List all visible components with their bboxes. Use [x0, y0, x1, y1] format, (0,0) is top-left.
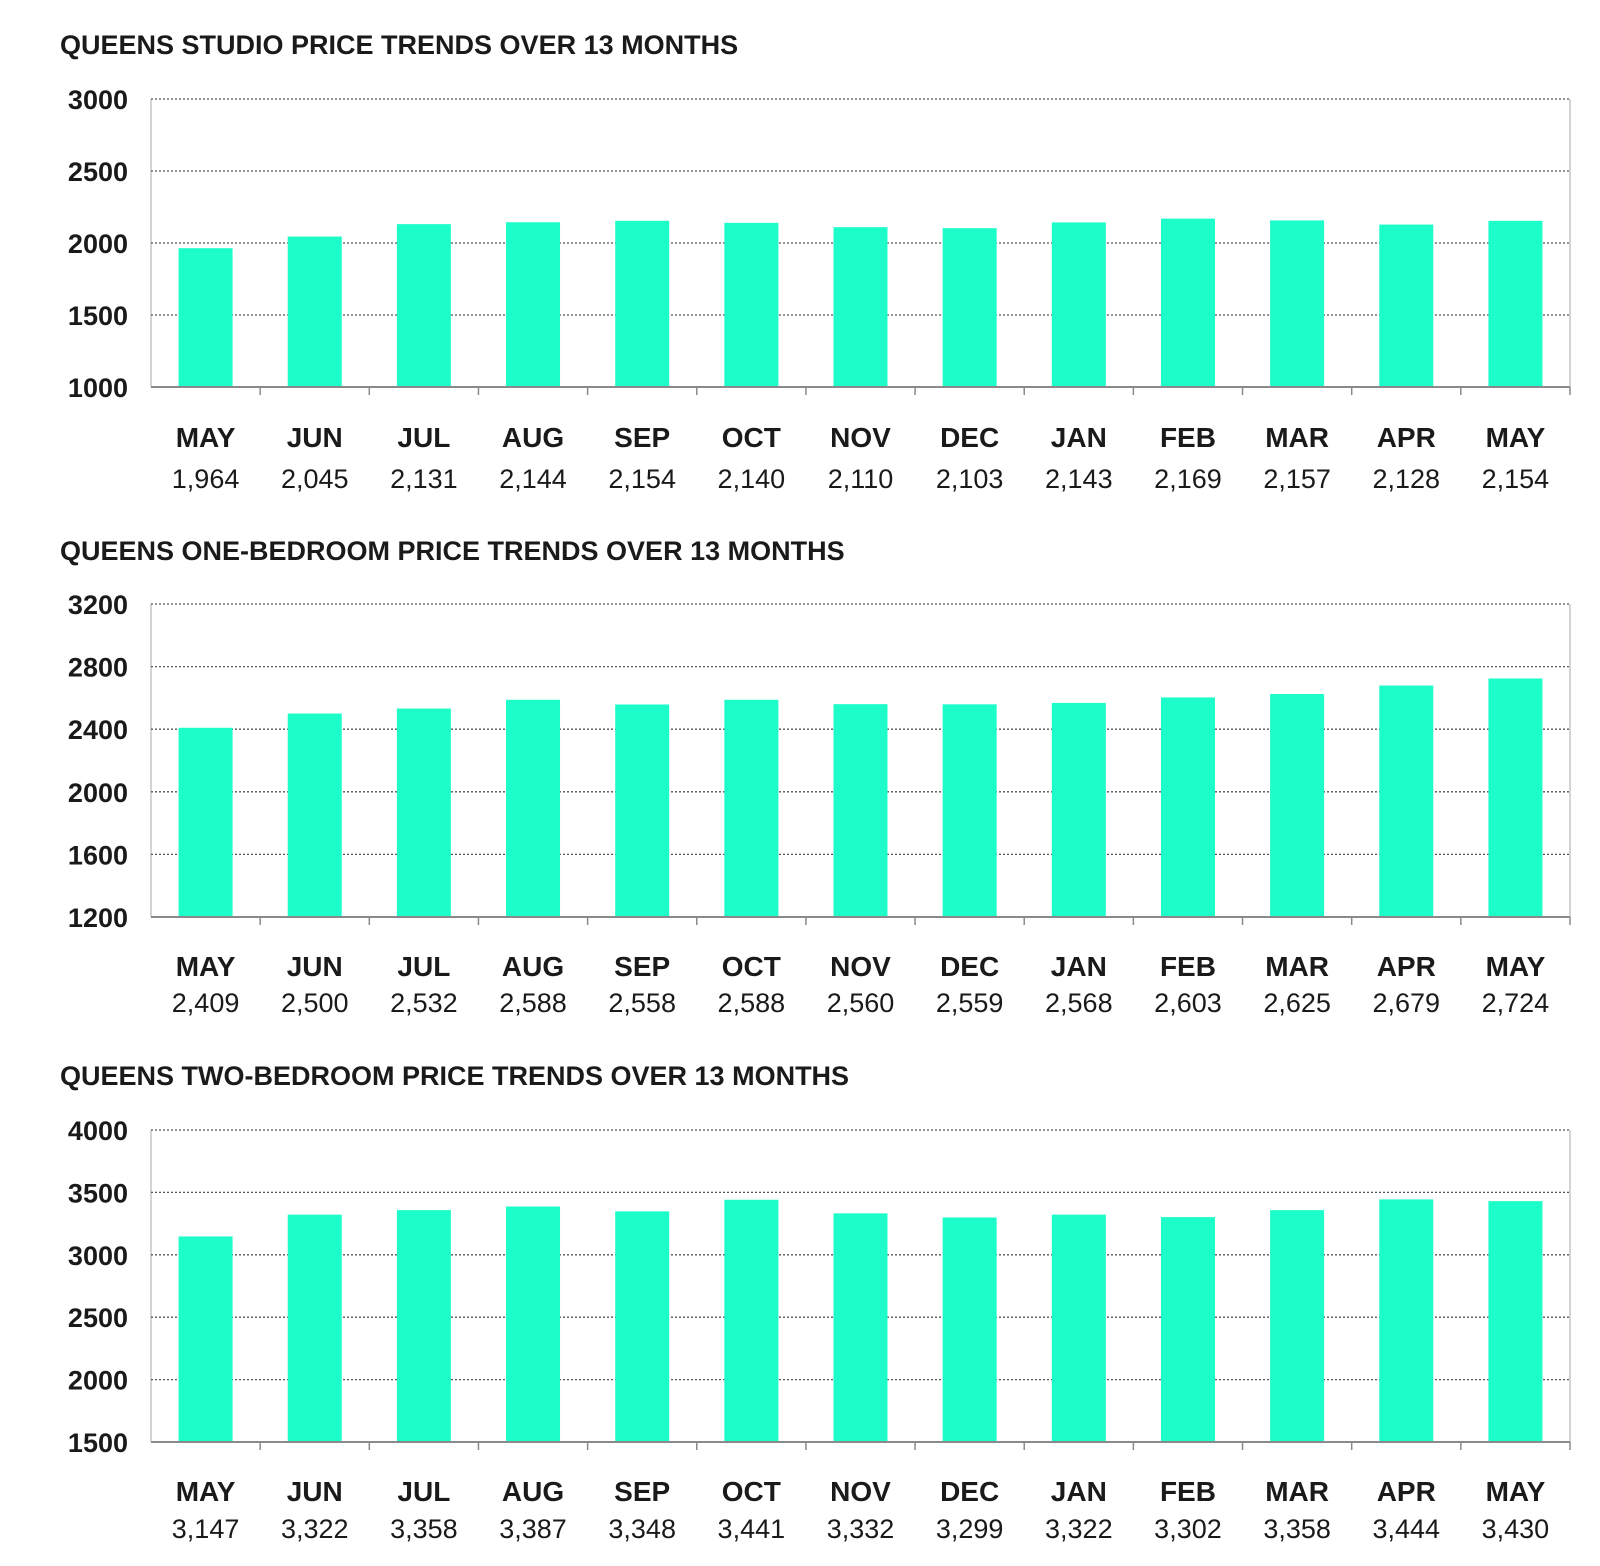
data-value-label: 2,169 [1154, 464, 1222, 494]
x-category-label: JUN [286, 422, 343, 453]
x-category-label: JUL [397, 1476, 451, 1507]
x-category-label: FEB [1159, 951, 1216, 982]
bar-feb-10 [1161, 219, 1215, 387]
data-value-label: 3,387 [499, 1514, 567, 1544]
x-category-label: MAR [1265, 422, 1329, 453]
x-category-label: JAN [1050, 1476, 1107, 1507]
bar-dec-8 [943, 1217, 997, 1442]
x-category-label: APR [1376, 951, 1436, 982]
x-category-label: OCT [721, 1476, 781, 1507]
y-tick-label: 1200 [67, 903, 128, 933]
data-value-label: 3,444 [1372, 1514, 1441, 1544]
data-value-label: 3,147 [171, 1514, 240, 1544]
x-category-label: MAY [1485, 951, 1546, 982]
chart-title: QUEENS STUDIO PRICE TRENDS OVER 13 MONTHS [60, 30, 739, 60]
bar-oct-6 [724, 223, 778, 387]
x-category-label: JUL [397, 422, 451, 453]
bar-jul-3 [397, 224, 451, 387]
y-tick-label: 2000 [67, 1365, 128, 1396]
data-value-label: 3,322 [1045, 1514, 1113, 1544]
data-value-label: 2,679 [1372, 988, 1441, 1018]
x-category-label: NOV [830, 1476, 891, 1507]
bar-oct-6 [724, 1200, 778, 1442]
y-tick-label: 2800 [67, 652, 128, 683]
y-tick-label: 3200 [67, 590, 128, 620]
bar-jun-2 [288, 1215, 342, 1442]
bar-nov-7 [834, 227, 888, 387]
x-category-label: FEB [1159, 422, 1216, 453]
bar-jun-2 [288, 237, 342, 387]
data-value-label: 2,154 [608, 464, 676, 494]
x-category-label: SEP [614, 1476, 671, 1507]
chart-title: QUEENS TWO-BEDROOM PRICE TRENDS OVER 13 MONTHS [60, 1061, 850, 1091]
bar-aug-4 [506, 1207, 560, 1442]
data-value-label: 2,588 [717, 988, 786, 1018]
bar-may-13 [1488, 221, 1542, 387]
x-category-label: JUL [397, 951, 451, 982]
x-category-label: JUN [286, 1476, 343, 1507]
x-category-label: SEP [614, 422, 671, 453]
y-tick-label: 1500 [67, 1428, 128, 1458]
data-value-label: 2,559 [935, 988, 1004, 1018]
x-category-label: MAY [1485, 1476, 1546, 1507]
y-tick-label: 2500 [67, 1303, 128, 1334]
x-category-label: SEP [614, 951, 671, 982]
x-category-label: AUG [501, 951, 565, 982]
bar-apr-12 [1379, 686, 1433, 917]
data-value-label: 2,558 [608, 988, 676, 1018]
bar-may-1 [179, 728, 233, 917]
y-tick-label: 2000 [67, 777, 128, 808]
bar-apr-12 [1379, 225, 1433, 387]
data-value-label: 3,430 [1481, 1514, 1550, 1544]
x-category-label: APR [1376, 1476, 1436, 1507]
data-value-label: 3,302 [1154, 1514, 1222, 1544]
x-category-label: MAY [175, 1476, 236, 1507]
x-category-label: FEB [1159, 1476, 1216, 1507]
bar-apr-12 [1379, 1199, 1433, 1442]
data-value-label: 2,140 [717, 464, 786, 494]
y-tick-label: 3000 [67, 1240, 128, 1271]
data-value-label: 2,103 [935, 464, 1004, 494]
data-value-label: 3,358 [1263, 1514, 1331, 1544]
y-tick-label: 4000 [67, 1116, 128, 1146]
data-value-label: 2,131 [390, 464, 458, 494]
bar-mar-11 [1270, 220, 1324, 387]
data-value-label: 2,724 [1481, 988, 1550, 1018]
bar-may-1 [179, 248, 233, 387]
bar-jul-3 [397, 1210, 451, 1442]
bar-jan-9 [1052, 1215, 1106, 1442]
bar-dec-8 [943, 704, 997, 917]
x-category-label: AUG [501, 1476, 565, 1507]
x-category-label: JUN [286, 951, 343, 982]
data-value-label: 2,625 [1263, 988, 1331, 1018]
bar-feb-10 [1161, 697, 1215, 917]
bar-feb-10 [1161, 1217, 1215, 1442]
chart-2 [60, 536, 1570, 1018]
bar-aug-4 [506, 222, 560, 387]
data-value-label: 2,144 [499, 464, 567, 494]
data-value-label: 3,348 [608, 1514, 676, 1544]
y-tick-label: 2500 [67, 157, 128, 187]
x-category-label: MAY [1485, 422, 1546, 453]
chart-title: QUEENS ONE-BEDROOM PRICE TRENDS OVER 13 MONTHS [60, 536, 845, 566]
bar-may-13 [1488, 678, 1542, 917]
bar-sep-5 [615, 221, 669, 387]
bar-aug-4 [506, 700, 560, 917]
data-value-label: 2,128 [1372, 464, 1441, 494]
data-value-label: 2,045 [280, 464, 349, 494]
data-value-label: 3,358 [390, 1514, 458, 1544]
bar-jul-3 [397, 709, 451, 917]
data-value-label: 2,154 [1481, 464, 1550, 494]
data-value-label: 3,332 [826, 1514, 895, 1544]
x-category-label: MAR [1265, 1476, 1329, 1507]
x-category-label: AUG [501, 422, 565, 453]
x-category-label: OCT [721, 422, 781, 453]
y-tick-label: 1600 [67, 840, 128, 871]
data-value-label: 1,964 [171, 464, 240, 494]
data-value-label: 2,409 [171, 988, 240, 1018]
y-tick-label: 3000 [67, 85, 128, 115]
bar-mar-11 [1270, 694, 1324, 917]
data-value-label: 3,299 [935, 1514, 1004, 1544]
bar-mar-11 [1270, 1210, 1324, 1442]
x-category-label: MAY [175, 422, 236, 453]
x-category-label: JAN [1050, 951, 1107, 982]
data-value-label: 2,143 [1045, 464, 1113, 494]
bar-may-13 [1488, 1201, 1542, 1442]
data-value-label: 2,110 [827, 464, 894, 494]
data-value-label: 2,500 [280, 988, 349, 1018]
chart-3 [60, 1061, 1570, 1544]
bar-sep-5 [615, 704, 669, 917]
y-tick-label: 1000 [67, 373, 128, 403]
data-value-label: 2,603 [1154, 988, 1222, 1018]
x-category-label: APR [1376, 422, 1436, 453]
x-category-label: NOV [830, 951, 891, 982]
data-value-label: 3,441 [717, 1514, 786, 1544]
bar-jun-2 [288, 714, 342, 917]
data-value-label: 2,588 [499, 988, 567, 1018]
x-category-label: DEC [940, 422, 1000, 453]
x-category-label: NOV [830, 422, 891, 453]
y-tick-label: 2000 [67, 229, 128, 259]
data-value-label: 2,532 [390, 988, 458, 1018]
chart-1 [60, 30, 1570, 494]
bar-oct-6 [724, 700, 778, 917]
x-category-label: MAY [175, 951, 236, 982]
data-value-label: 2,560 [826, 988, 895, 1018]
x-category-label: MAR [1265, 951, 1329, 982]
bar-jan-9 [1052, 703, 1106, 917]
bar-nov-7 [834, 704, 888, 917]
y-tick-label: 1500 [67, 301, 128, 331]
bar-sep-5 [615, 1211, 669, 1442]
bar-may-1 [179, 1236, 233, 1442]
bar-jan-9 [1052, 222, 1106, 387]
data-value-label: 3,322 [280, 1514, 349, 1544]
bar-dec-8 [943, 228, 997, 387]
bar-nov-7 [834, 1213, 888, 1442]
y-tick-label: 3500 [67, 1178, 128, 1209]
x-category-label: DEC [940, 951, 1000, 982]
x-category-label: OCT [721, 951, 781, 982]
x-category-label: JAN [1050, 422, 1107, 453]
data-value-label: 2,568 [1045, 988, 1113, 1018]
x-category-label: DEC [940, 1476, 1000, 1507]
y-tick-label: 2400 [67, 715, 128, 746]
data-value-label: 2,157 [1263, 464, 1331, 494]
